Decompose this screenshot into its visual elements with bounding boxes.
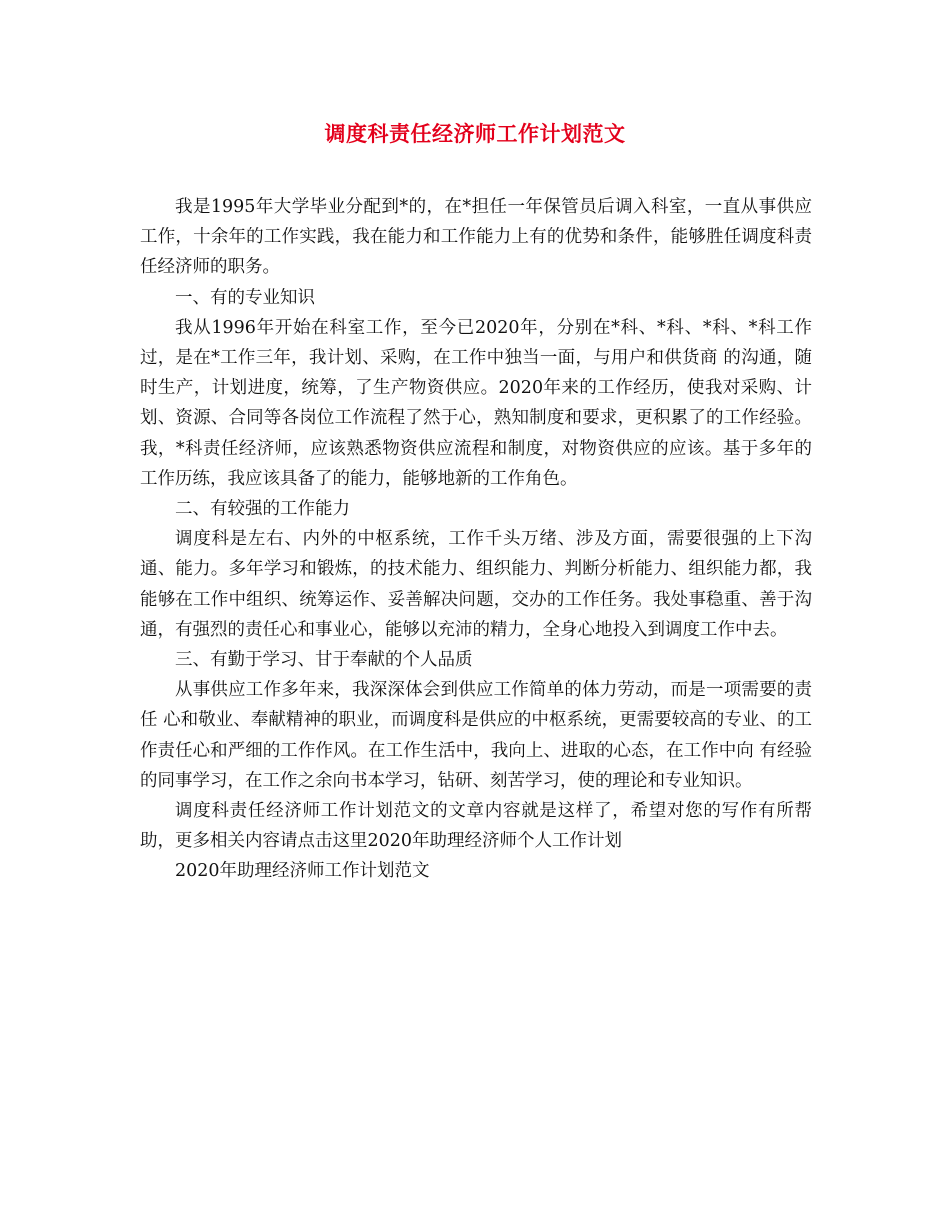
paragraph-section-2: 调度科是左右、内外的中枢系统，工作千头万绪、涉及方面，需要很强的上下沟通、能力。多年学习和锻炼，的技术能力、组织能力、判断分析能力、组织能力都，我能够在工作中组织、统筹运作、妥善解决问题，交办的工作任务。我处事稳重、善于沟通，有强烈的责任心和事业心，能够以充沛的精力，全身心地投入到调度工作中去。 [140,529,812,640]
section-heading-2: 二、有较强的工作能力 [175,499,350,520]
section-heading-3: 三、有勤于学习、甘于奉献的个人品质 [175,650,473,671]
paragraph-closing: 调度科责任经济师工作计划范文的文章内容就是这样了，希望对您的写作有所帮助，更多相关内容请点击这里2020年助理经济师个人工作计划 [140,801,812,852]
document-body [140,192,812,887]
document-title: 调度科责任经济师工作计划范文 [324,121,626,146]
paragraph-section-1: 我从1996年开始在科室工作，至今已2020年，分别在*科、*科、*科、*科工作过，是在*工作三年，我计划、采购，在工作中独当一面，与用户和供货商 的沟通，随时生产，计划进度，统筹，了生产物资供应。2020年来的工作经历，使我对采购、计划、资源、合同等各岗位工作流程了然于心，熟知制度和要求，更积累了的工作经验。我，*科责任经济师，应该熟悉物资供应流程和制度，对物资供应的应该。基于多年的工作历练，我应该具备了的能力，能够地新的工作角色。 [140,317,812,489]
section-heading-1: 一、有的专业知识 [175,287,315,308]
paragraph-intro: 我是1995年大学毕业分配到*的，在*担任一年保管员后调入科室，一直从事供应工作，十余年的工作实践，我在能力和工作能力上有的优势和条件，能够胜任调度科责任经济师的职务。 [140,197,812,278]
paragraph-section-3: 从事供应工作多年来，我深深体会到供应工作简单的体力劳动，而是一项需要的责任 心和敬业、奉献精神的职业，而调度科是供应的中枢系统，更需要较高的专业、的工作责任心和严细的工作作风。在工作生活中，我向上、进取的心态，在工作中向 有经验的同事学习，在工作之余向书本学习，钻研、刻苦学习，使的理论和专业知识。 [140,680,812,791]
related-link[interactable]: 2020年助理经济师工作计划范文 [175,861,430,882]
